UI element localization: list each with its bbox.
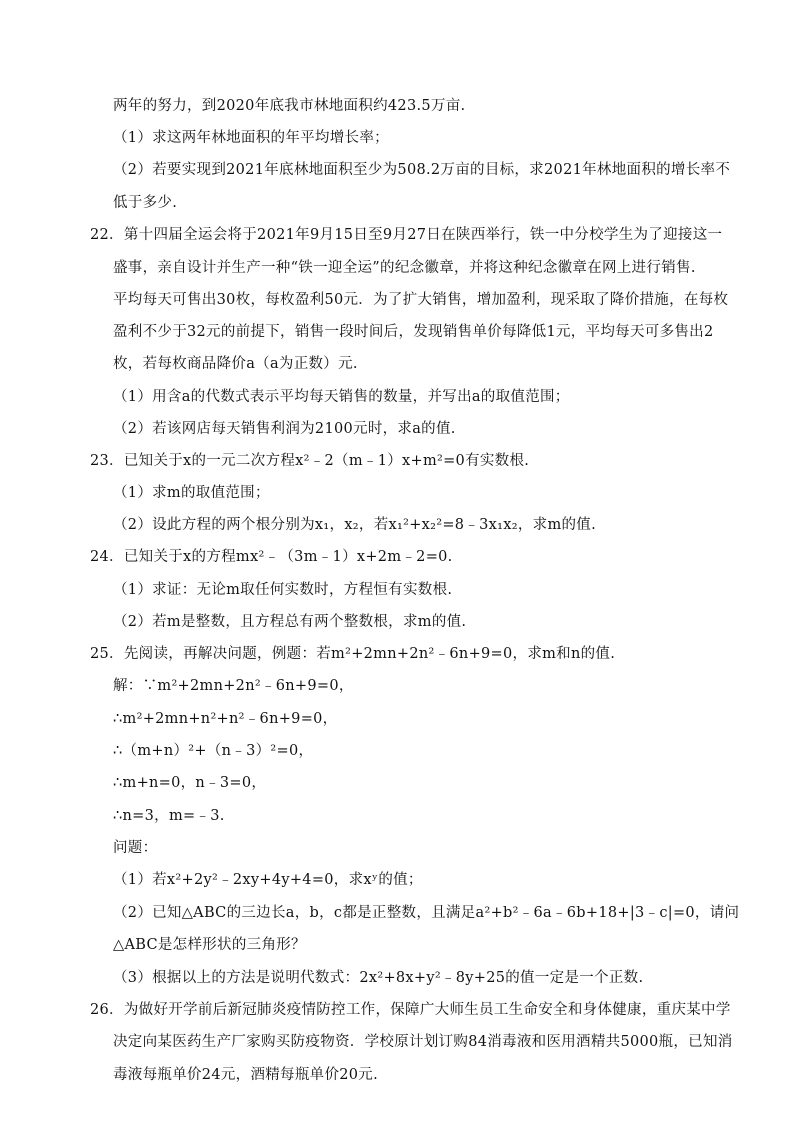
- q25-part2-cont: △ABC是怎样形状的三角形？: [113, 937, 306, 953]
- q25-solution-step2: ∴m²+2mn+n²+n²﹣6n+9=0，: [113, 711, 338, 727]
- q22-line3: 平均每天可售出30枚，每枚盈利50元．为了扩大销售，增加盈利，现采取了降价措施，在每枚: [113, 292, 729, 308]
- q24-part2: （2）若m是整数，且方程总有两个整数根，求m的值.: [113, 614, 467, 630]
- q26-line3: 毒液每瓶单价24元，酒精每瓶单价20元.: [113, 1067, 379, 1083]
- q25-solution-step1: 解：∵m²+2mn+2n²﹣6n+9=0，: [113, 678, 354, 694]
- q23-stem: 23．已知关于x的一元二次方程x²﹣2（m﹣1）x+m²=0有实数根.: [90, 453, 530, 469]
- q25-stem: 25．先阅读，再解决问题，例题：若m²+2mn+2n²﹣6n+9=0，求m和n的值.: [90, 646, 616, 662]
- q24-part1: （1）求证：无论m取任何实数时，方程恒有实数根.: [113, 582, 453, 598]
- q23-part2: （2）设此方程的两个根分别为x₁，x₂，若x₁²+x₂²=8﹣3x₁x₂，求m的值.: [113, 517, 596, 533]
- q21-intro-line: 两年的努力，到2020年底我市林地面积约423.5万亩.: [113, 98, 466, 114]
- q25-solution-step5: ∴n=3，m=﹣3.: [113, 808, 225, 824]
- q21-part1: （1）求这两年林地面积的年平均增长率；: [113, 130, 389, 146]
- q26-line1: 26．为做好开学前后新冠肺炎疫情防控工作，保障广大师生员工生命安全和身体健康，重庆某中学: [90, 1002, 731, 1018]
- q23-part1: （1）求m的取值范围；: [113, 485, 270, 501]
- q22-line4: 盈利不少于32元的前提下，销售一段时间后，发现销售单价每降低1元，平均每天可多售出2: [113, 324, 714, 340]
- q26-line2: 决定向某医药生产厂家购买防疫物资．学校原计划订购84消毒液和医用酒精共5000瓶，已知消: [113, 1034, 733, 1050]
- q25-solution-step3: ∴（m+n）²+（n﹣3）²=0，: [113, 743, 314, 759]
- q24-stem: 24．已知关于x的方程mx²﹣（3m﹣1）x+2m﹣2=0.: [90, 549, 453, 565]
- q25-problem-heading: 问题：: [113, 840, 158, 856]
- q25-solution-step4: ∴m+n=0，n﹣3=0，: [113, 775, 267, 791]
- q22-line5: 枚，若每枚商品降价a（a为正数）元.: [113, 356, 358, 372]
- q21-part2: （2）若要实现到2021年底林地面积至少为508.2万亩的目标，求2021年林地面积的增长率不: [113, 162, 731, 178]
- q22-part1: （1）用含a的代数式表示平均每天销售的数量，并写出a的取值范围；: [113, 389, 570, 405]
- q22-part2: （2）若该网店每天销售利润为2100元时，求a的值.: [113, 421, 456, 437]
- q22-line2: 盛事，亲自设计并生产一种“铁一迎全运”的纪念徽章，并将这种纪念徽章在网上进行销售.: [113, 260, 696, 276]
- q22-line1: 22．第十四届全运会将于2021年9月15日至9月27日在陕西举行，铁一中分校学生为了迎接这一: [90, 227, 723, 243]
- q25-part1: （1）若x²+2y²﹣2xy+4y+4=0，求xʸ的值；: [113, 872, 423, 888]
- q25-part3: （3）根据以上的方法是说明代数式：2x²+8x+y²﹣8y+25的值一定是一个正数.: [113, 970, 644, 986]
- q21-part2-cont: 低于多少.: [113, 195, 178, 211]
- q25-part2: （2）已知△ABC的三边长a，b，c都是正整数，且满足a²+b²﹣6a﹣6b+18+|3﹣c|=0，请问: [113, 905, 740, 921]
